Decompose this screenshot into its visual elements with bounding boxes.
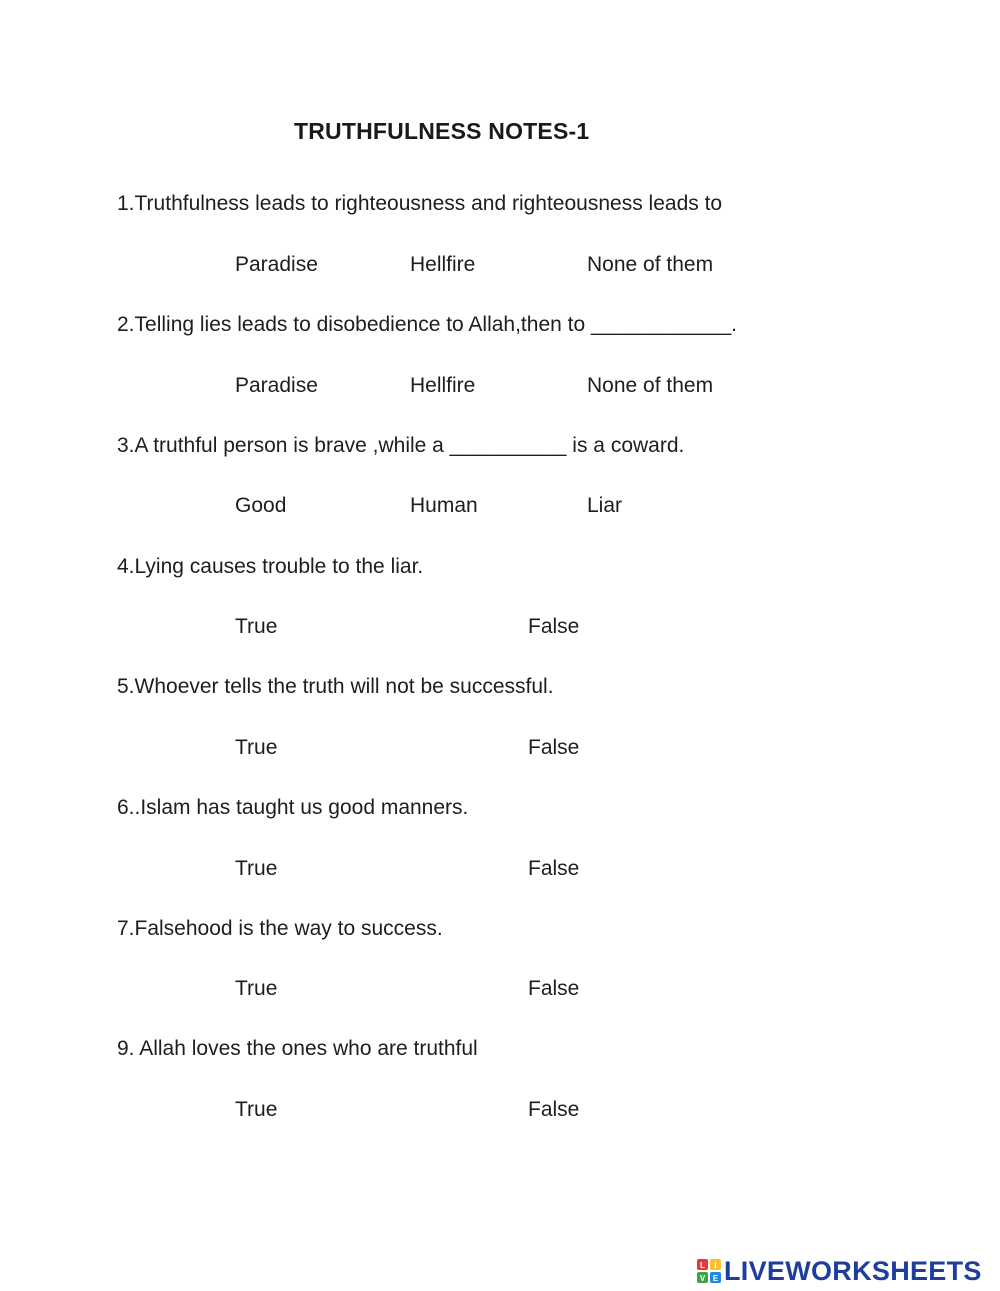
question-7-option-false[interactable]: False xyxy=(528,977,580,1000)
question-4-text: 4.Lying causes trouble to the liar. xyxy=(117,555,424,578)
question-9-text: 9. Allah loves the ones who are truthful xyxy=(117,1037,478,1060)
question-6-option-false[interactable]: False xyxy=(528,857,580,880)
svg-text:E: E xyxy=(712,1274,719,1283)
question-3-text: 3.A truthful person is brave ,while a __________ is a coward. xyxy=(117,434,685,457)
question-9-option-true[interactable]: True xyxy=(235,1098,278,1121)
question-2-option-1[interactable]: Paradise xyxy=(235,374,318,397)
question-3-option-1[interactable]: Good xyxy=(235,494,287,517)
svg-text:L: L xyxy=(700,1261,705,1270)
question-7-text: 7.Falsehood is the way to success. xyxy=(117,917,443,940)
page-title: TRUTHFULNESS NOTES-1 xyxy=(294,118,590,144)
question-5-option-false[interactable]: False xyxy=(528,736,580,759)
question-3-option-3[interactable]: Liar xyxy=(587,494,623,517)
question-2-text: 2.Telling lies leads to disobedience to Allah,then to ____________. xyxy=(117,313,737,336)
svg-text:V: V xyxy=(699,1274,706,1283)
liveworksheets-logo-icon xyxy=(697,1259,721,1283)
question-4-option-true[interactable]: True xyxy=(235,615,278,638)
question-1-text: 1.Truthfulness leads to righteousness and righteousness leads to xyxy=(117,192,723,215)
svg-text:I: I xyxy=(714,1261,717,1270)
question-3-option-2[interactable]: Human xyxy=(410,494,478,517)
question-4-option-false[interactable]: False xyxy=(528,615,580,638)
question-2-option-2[interactable]: Hellfire xyxy=(410,374,476,397)
question-9-option-false[interactable]: False xyxy=(528,1098,580,1121)
liveworksheets-brand xyxy=(697,1255,982,1287)
question-5-text: 5.Whoever tells the truth will not be successful. xyxy=(117,675,554,698)
question-7-option-true[interactable]: True xyxy=(235,977,278,1000)
question-6-text: 6..Islam has taught us good manners. xyxy=(117,796,469,819)
liveworksheets-wordmark: LIVEWORKSHEETS xyxy=(724,1255,982,1286)
question-1-option-1[interactable]: Paradise xyxy=(235,253,318,276)
question-1-option-2[interactable]: Hellfire xyxy=(410,253,476,276)
question-1-option-3[interactable]: None of them xyxy=(587,253,714,276)
question-6-option-true[interactable]: True xyxy=(235,857,278,880)
question-2-option-3[interactable]: None of them xyxy=(587,374,714,397)
question-5-option-true[interactable]: True xyxy=(235,736,278,759)
